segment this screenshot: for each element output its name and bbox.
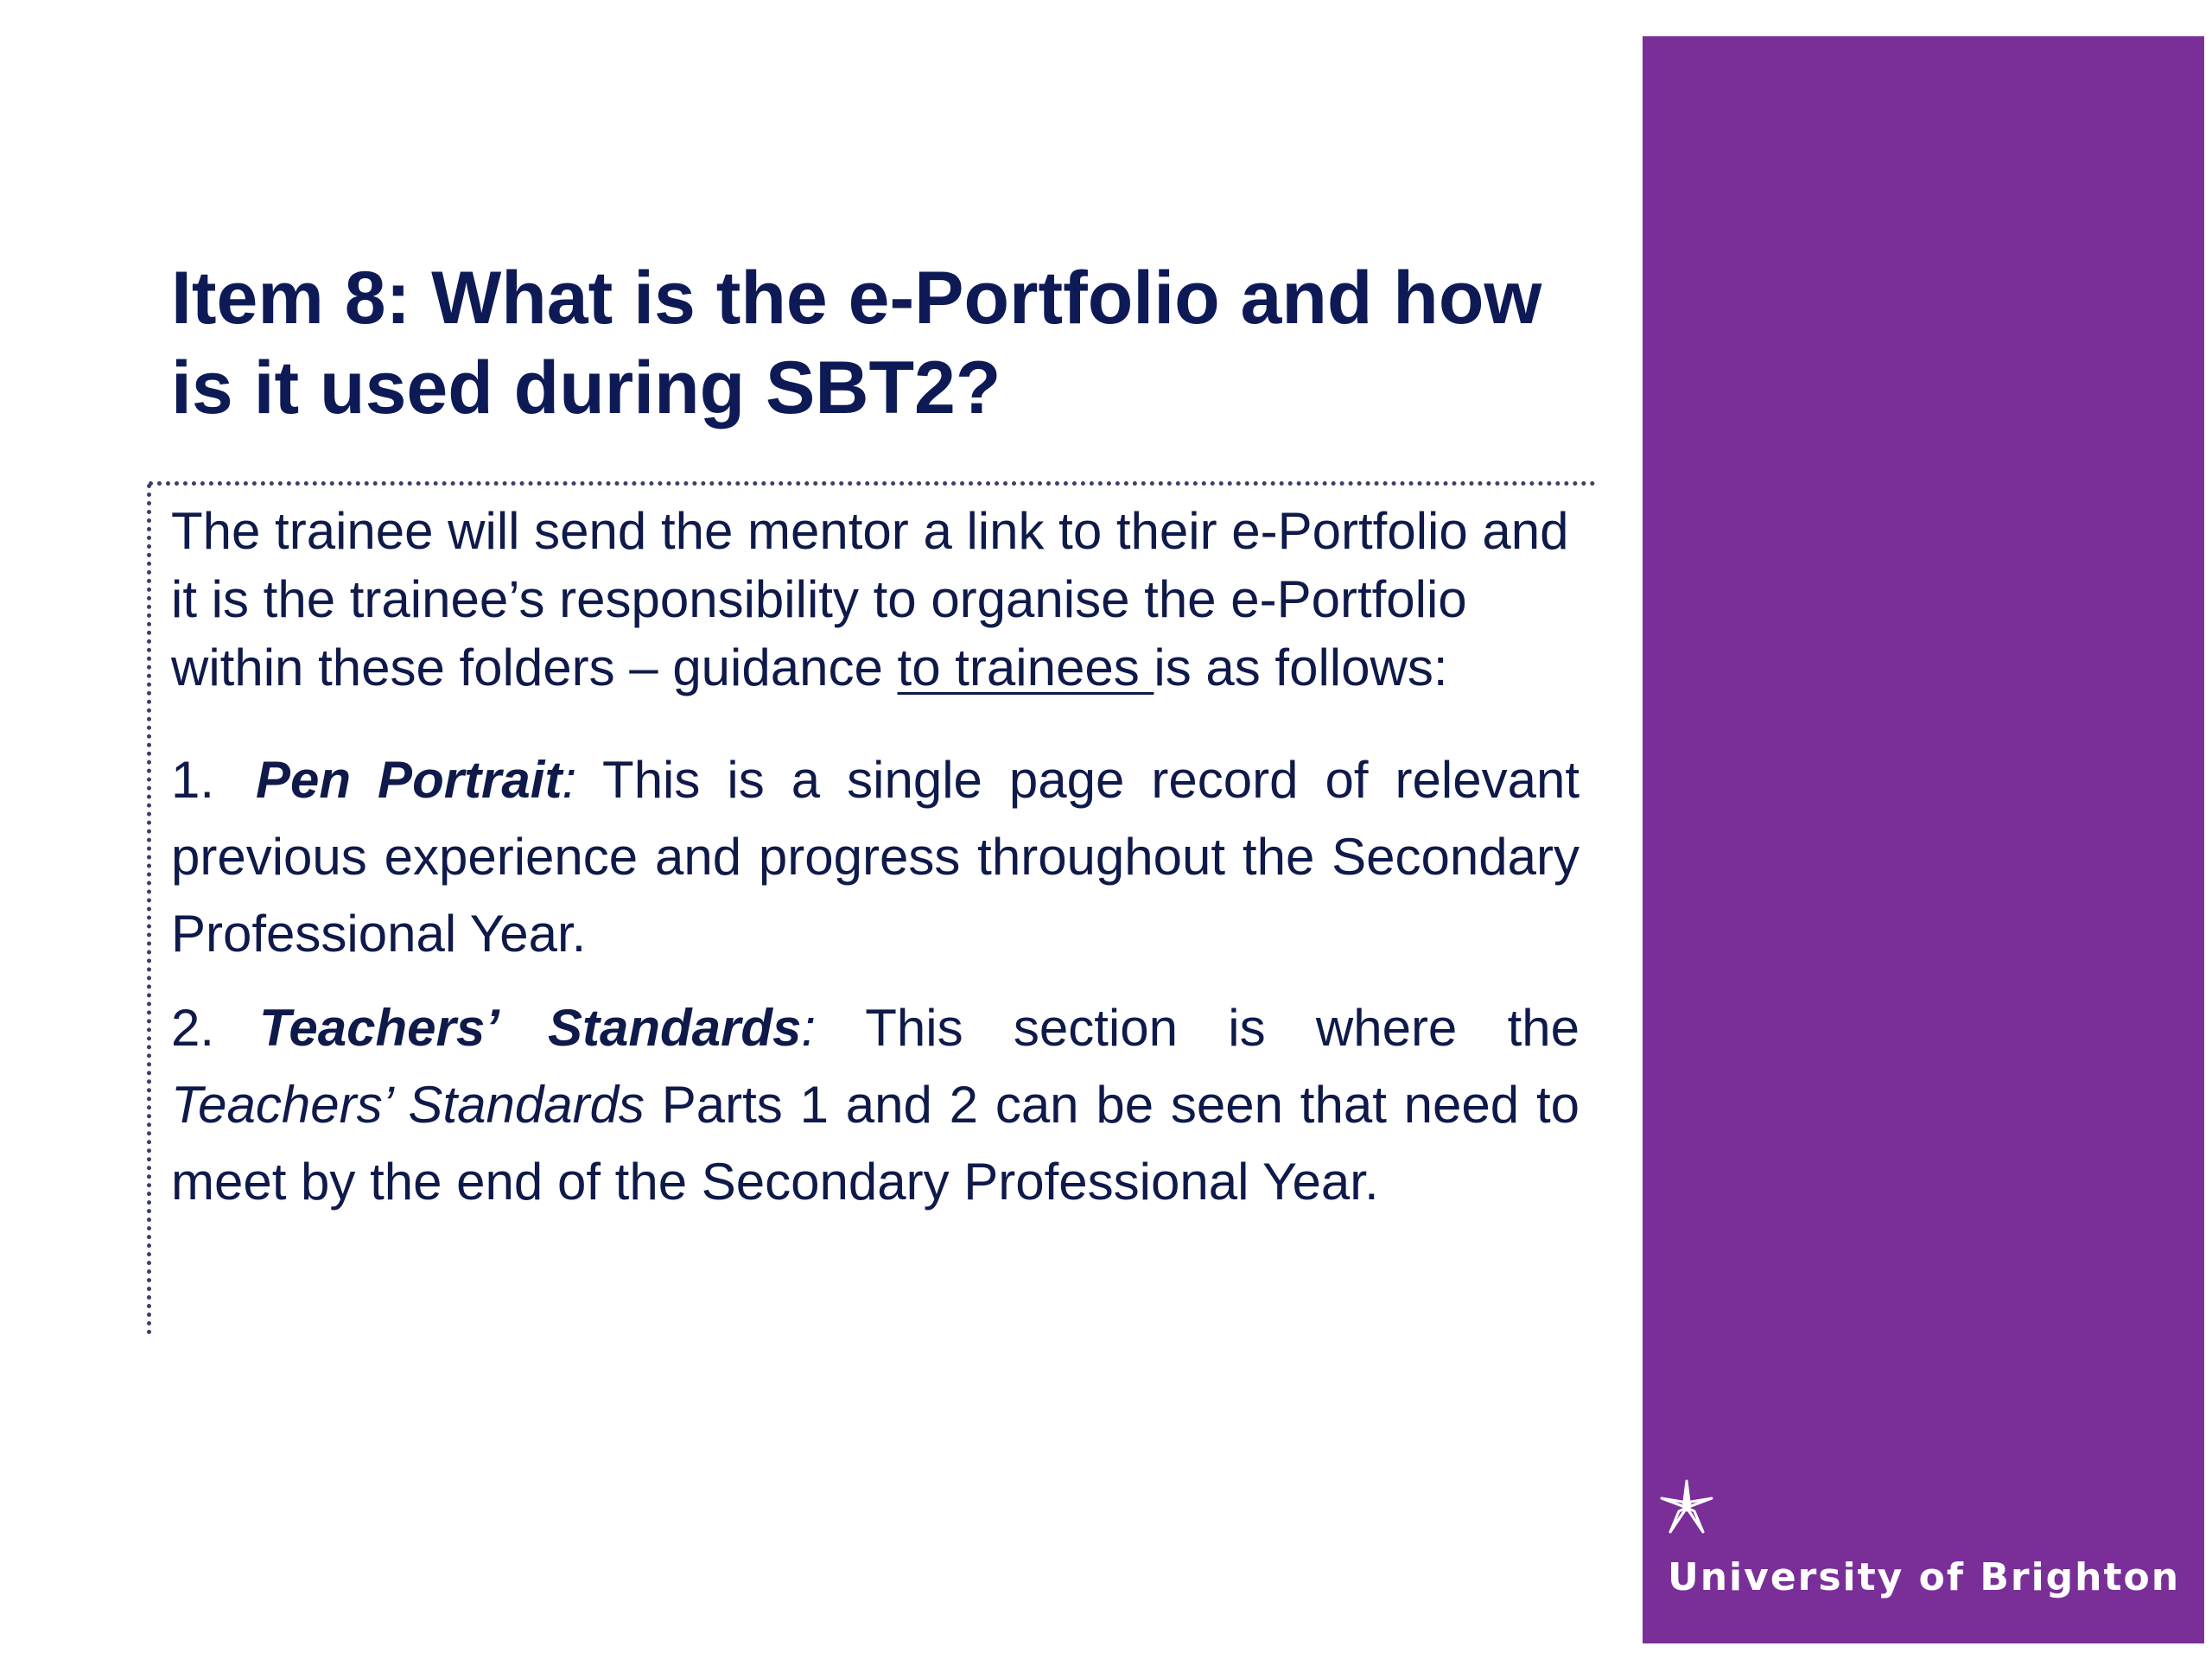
slide-body — [171, 497, 1580, 1220]
underlined-text: to trainees — [897, 639, 1154, 696]
item-heading: Teachers’ Standards — [259, 999, 802, 1057]
item-text: Parts 1 and 2 can be seen that need to meet by the end of the Secondary Professional Year. — [171, 1076, 1580, 1211]
item-text: This is a single page record of relevant previous experience and progress throughout the Secondary Professional Year. — [171, 751, 1580, 963]
intro-text-start: The trainee will send the mentor a link to their e-Portfolio and it is the trainee’s responsibility to organise the e-Portfolio within these folders – guidance — [171, 502, 1569, 696]
brand-panel — [1643, 36, 2204, 1643]
item-text: This section is where the — [816, 999, 1580, 1057]
item-number: 1. — [171, 751, 215, 809]
item-number: 2. — [171, 999, 215, 1057]
dotted-divider-top — [149, 481, 1596, 486]
item-italic-text: Teachers’ Standards — [171, 1076, 645, 1134]
dotted-divider-left — [147, 484, 151, 1335]
list-item-teachers-standards — [171, 989, 1580, 1220]
item-colon: : — [562, 751, 577, 809]
item-heading: Pen Portrait — [256, 751, 563, 809]
intro-paragraph — [171, 497, 1580, 702]
list-item-pen-portrait — [171, 741, 1580, 972]
slide-title: Item 8: What is the e-Portfolio and how is it used during SBT2? — [171, 257, 1542, 429]
item-colon: : — [801, 999, 817, 1057]
intro-text-end: is as follows: — [1154, 639, 1448, 696]
star-logo-icon — [1656, 1478, 1717, 1538]
university-logo-text: University of Brighton — [1668, 1555, 2181, 1599]
